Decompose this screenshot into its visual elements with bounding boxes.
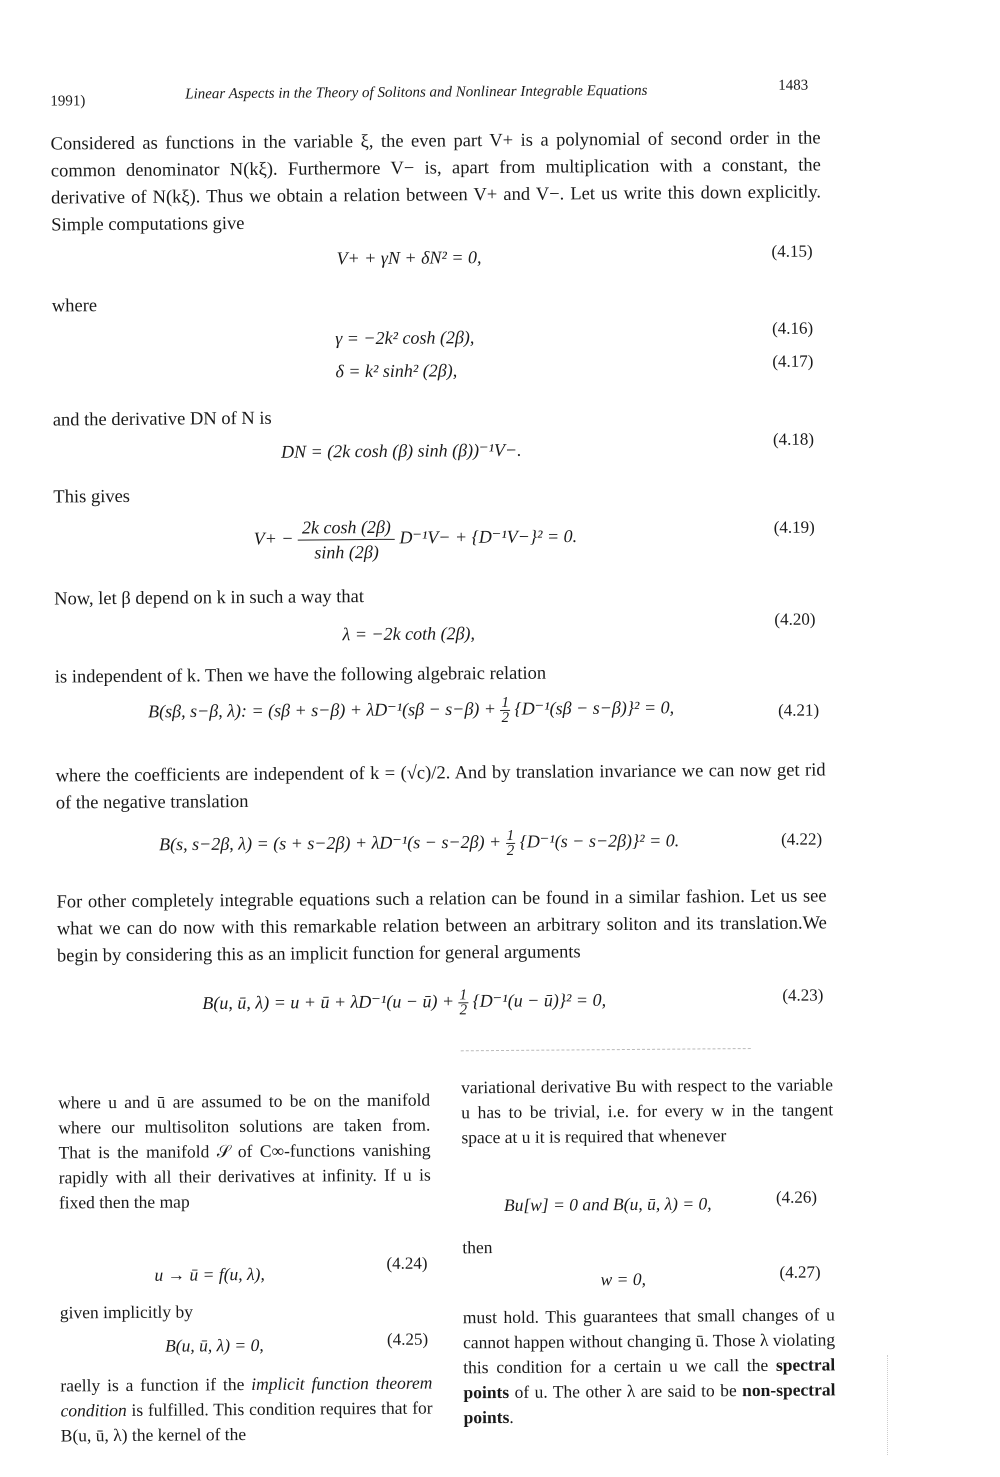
equation-4-18: DN = (2k cosh (β) sinh (β))⁻¹V−. — [280, 439, 522, 462]
equation-4-19-numerator: 2k cosh (2β) — [298, 515, 395, 541]
paragraph-4: Now, let β depend on k in such a way that — [54, 587, 365, 610]
equation-4-24: u → ū = f(u, λ), — [154, 1263, 265, 1285]
equation-4-23-denominator: 2 — [459, 1002, 468, 1019]
where-label: where — [51, 296, 98, 317]
equation-4-19-lhs: V+ − — [253, 528, 294, 549]
equation-number-4-23: (4.23) — [782, 985, 824, 1005]
spectral-points-term: spectral points — [463, 1354, 836, 1403]
paragraph-2: and the derivative DN of N is — [52, 408, 272, 431]
equation-number-4-25: (4.25) — [386, 1329, 429, 1349]
left-paragraph-3 — [60, 1371, 433, 1449]
equation-number-4-17: (4.17) — [772, 351, 814, 371]
right-paragraph-3 — [463, 1302, 836, 1430]
equation-4-22-lhs: B(s, s−2β, λ) = (s + s−2β) + λD⁻¹(s − s−2β) + — [159, 831, 502, 855]
equation-number-4-22: (4.22) — [781, 829, 823, 849]
equation-4-20: λ = −2k coth (2β), — [342, 623, 476, 645]
equation-number-4-20: (4.20) — [774, 609, 816, 629]
column-divider-rule — [461, 1048, 751, 1051]
equation-4-23-numerator: 1 — [459, 987, 468, 1004]
equation-4-17: δ = k² sinh² (2β), — [335, 360, 458, 382]
equation-4-21-denominator: 2 — [501, 709, 510, 726]
right-paragraph-3-middle: of u. The other λ are said to be — [514, 1380, 737, 1402]
equation-4-21-rhs: {D⁻¹(sβ − s−β)}² = 0, — [514, 697, 675, 719]
equation-number-4-16: (4.16) — [772, 318, 814, 338]
paragraph-6: where the coefficients are independent of k = (√c)/2. And by translation invariance we can now get rid of the negative translation — [55, 760, 826, 814]
right-paragraph-1: variational derivative Bu with respect to the variable u has to be trivial, i.e. for every w in the tangent space at u it is required that whenever — [460, 1074, 834, 1148]
page-number: 1483 — [778, 77, 809, 94]
right-paragraph-3-start: must hold. This guarantees that small changes of u cannot happen without changing ū. Those λ violating this condition for a certain u we call the — [462, 1304, 836, 1378]
equation-4-22-denominator: 2 — [506, 842, 515, 859]
paragraph-7: For other completely integrable equations such a relation can be found in a similar fashion. Let us see what we can do now with this remarkable relation between an arbitrary soliton and its translation.We begin by considering this as an implicit function for general arguments — [56, 886, 827, 967]
equation-number-4-26: (4.26) — [775, 1187, 818, 1207]
equation-4-26: Bu[w] = 0 and B(u, ū, λ) = 0, — [503, 1193, 712, 1215]
paragraph-5: is independent of k. Then we have the following algebraic relation — [54, 663, 547, 688]
paragraph-3: This gives — [53, 486, 131, 508]
equation-4-22-fraction — [506, 829, 516, 858]
equation-4-19-denominator: sinh (2β) — [314, 541, 379, 563]
right-paragraph-2: then — [462, 1237, 493, 1258]
right-paragraph-3-end: . — [509, 1406, 514, 1427]
equation-4-19-fraction — [298, 515, 395, 565]
equation-number-4-18: (4.18) — [772, 429, 815, 449]
equation-4-19-rhs: D⁻¹V− + {D⁻¹V−}² = 0. — [399, 526, 578, 548]
equation-4-15: V+ + γN + δN² = 0, — [336, 247, 482, 269]
equation-4-19 — [254, 513, 578, 565]
equation-4-21 — [148, 695, 674, 728]
paragraph-1: Considered as functions in the variable ξ, the even part V+ is a polynomial of second order in the common denominator N(kξ). Furthermore V− is, apart from multiplication with a constant, the derivative of N(kξ). Thus we obtain a relation between V+ and V−. Let us write this down explicitly. Simple computations give — [50, 128, 822, 236]
scan-edge-mark — [887, 1355, 888, 1455]
non-spectral-points-term: non-spectral points — [463, 1379, 836, 1428]
equation-number-4-15: (4.15) — [771, 241, 813, 261]
equation-number-4-21: (4.21) — [778, 700, 820, 720]
running-header — [50, 77, 810, 110]
equation-4-23-lhs: B(u, ū, λ) = u + ū + λD⁻¹(u − ū) + — [202, 990, 455, 1013]
equation-4-23-fraction — [458, 988, 468, 1017]
equation-4-21-numerator: 1 — [501, 694, 510, 711]
equation-4-22 — [159, 828, 679, 861]
equation-4-27: w = 0, — [600, 1268, 646, 1290]
equation-4-23-rhs: {D⁻¹(u − ū)}² = 0, — [472, 989, 607, 1011]
equation-4-22-numerator: 1 — [506, 827, 515, 844]
equation-4-25: B(u, ū, λ) = 0, — [164, 1334, 264, 1356]
left-paragraph-1: where u and ū are assumed to be on the manifold where our multisoliton solutions are taken from. That is the manifold 𝒮 of C∞-functions vanishing rapidly with all their derivatives at infinity. If u is fixed then the map — [58, 1089, 431, 1213]
equation-4-21-lhs: B(sβ, s−β, λ): = (sβ + s−β) + λD⁻¹(sβ − s−β) + — [148, 698, 497, 722]
left-paragraph-3-end: is fulfilled. This condition requires that for B(u, ū, λ) the kernel of the — [60, 1397, 433, 1446]
equation-number-4-27: (4.27) — [779, 1262, 821, 1282]
equation-4-21-fraction — [500, 696, 510, 725]
equation-4-16: γ = −2k² cosh (2β), — [335, 327, 475, 349]
header-title: Linear Aspects in the Theory of Solitons and Nonlinear Integrable Equations — [185, 82, 648, 103]
left-paragraph-2: given implicitly by — [59, 1301, 194, 1323]
equation-4-23 — [202, 987, 606, 1019]
header-year: 1991) — [50, 93, 86, 110]
implicit-function-theorem-term: implicit function theorem condition — [60, 1372, 433, 1421]
equation-4-22-rhs: {D⁻¹(s − s−2β)}² = 0. — [519, 830, 680, 852]
equation-number-4-24: (4.24) — [386, 1253, 428, 1273]
equation-number-4-19: (4.19) — [773, 517, 815, 537]
left-paragraph-3-start: raelly is a function if the — [60, 1374, 245, 1396]
